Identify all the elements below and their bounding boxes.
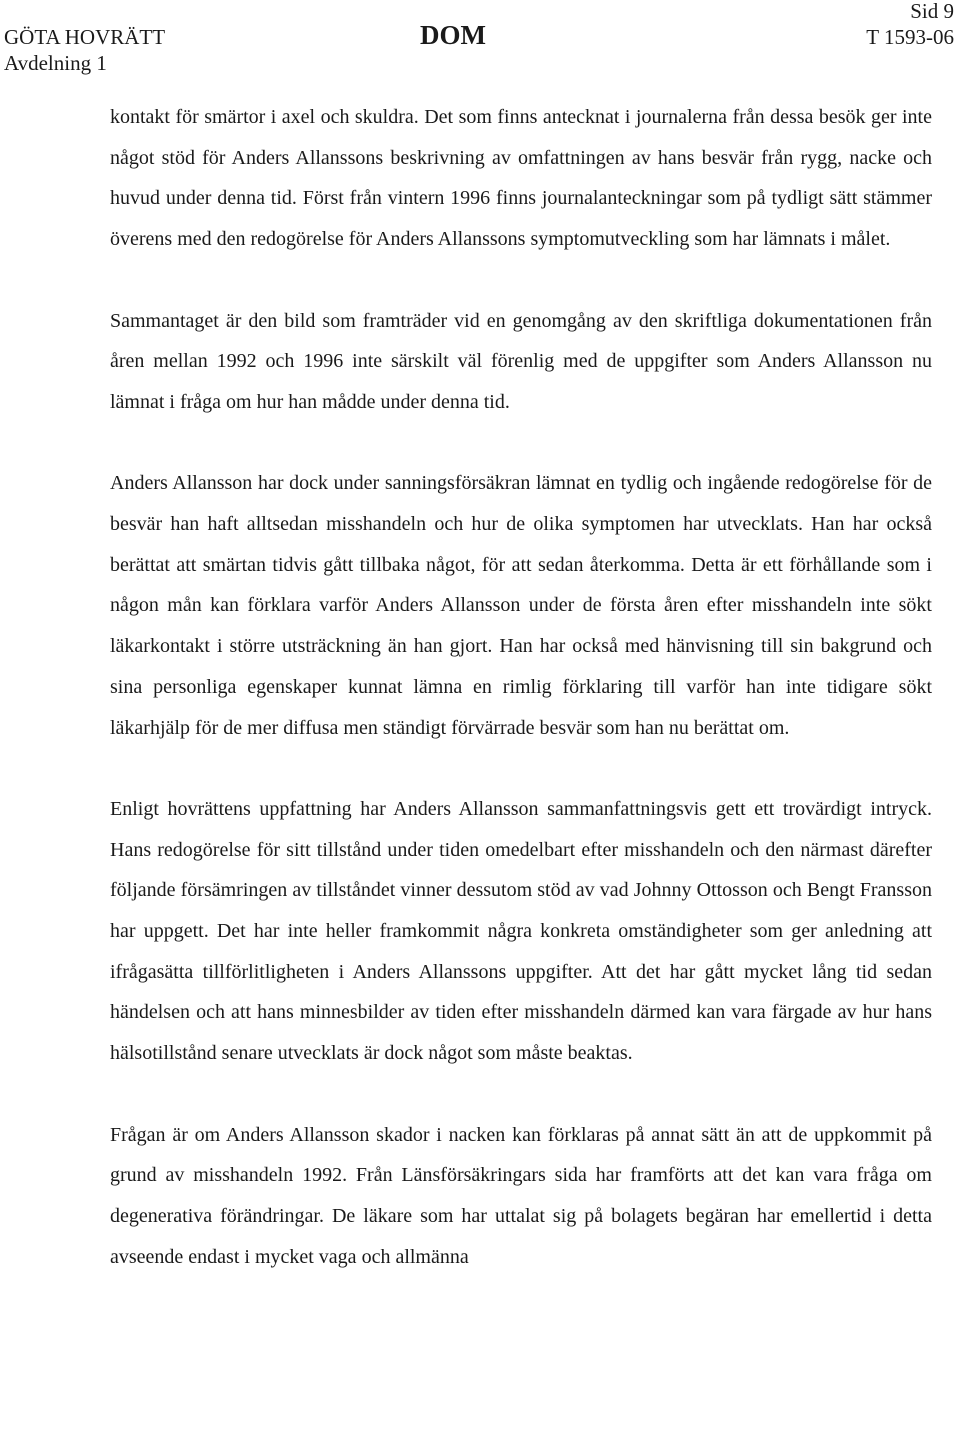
- body-paragraph: Anders Allansson har dock under sanningsförsäkran lämnat en tydlig och ingående redogörelse för de besvär han haft alltsedan misshandeln och hur de olika symptomen har utvecklats. Han har också berättat att smärtan tidvis gått tillbaka något, för att sedan återkomma. Detta är ett förhållande som i någon mån kan förklara varför Anders Allansson under de första åren efter misshandeln inte sökt läkarkontakt i större utsträckning än han gjort. Han har också med hänvisning till sin bakgrund och sina personliga egenskaper kunnat lämna en rimlig förklaring till varför han inte tidigare sökt läkarhjälp för de mer diffusa men ständigt förvärrade besvär som han nu berättat om.: [110, 472, 932, 739]
- page-number: Sid 9: [910, 0, 954, 23]
- document-header: [0, 0, 960, 80]
- body-paragraph: kontakt för smärtor i axel och skuldra. Det som finns antecknat i journalerna från dessa besök ger inte något stöd för Anders Allanssons beskrivning av omfattningen av hans besvär från rygg, nacke och huvud under denna tid. Först från vintern 1996 finns journalanteckningar som på tydligt sätt stämmer överens med den redogörelse för Anders Allanssons symptomutveckling som har lämnats i målet.: [110, 106, 932, 251]
- body-paragraph: Frågan är om Anders Allansson skador i nacken kan förklaras på annat sätt än att de uppkommit på grund av misshandeln 1992. Från Länsförsäkringars sida har framförts att det kan vara fråga om degenerativa förändringar. De läkare som har uttalat sig på bolagets begäran har emellertid i detta avseende endast i mycket vaga och allmänna: [110, 1123, 932, 1268]
- body-paragraph: Sammantaget är den bild som framträder vid en genomgång av den skriftliga dokumentationen från åren mellan 1992 och 1996 inte särskilt väl förenlig med de uppgifter som Anders Allansson nu lämnat i fråga om hur han mådde under denna tid.: [110, 309, 932, 413]
- body-paragraph: Enligt hovrättens uppfattning har Anders Allansson sammanfattningsvis gett ett trovärdigt intryck. Hans redogörelse för sitt tillstånd under tiden omedelbart efter misshandeln och den närmast därefter följande försämringen av tillståndet vinner dessutom stöd av vad Johnny Ottosson och Bengt Fransson har uppgett. Det har inte heller framkommit några konkreta omständigheter som ger anledning att ifrågasätta tillförlitligheten i Anders Allanssons uppgifter. Att det har gått mycket lång tid sedan händelsen och att hans minnesbilder av tiden efter misshandeln därmed kan vara färgade av hur hans hälsotillstånd senare utvecklats är dock något som måste beaktas.: [110, 797, 932, 1065]
- case-number: T 1593-06: [866, 25, 954, 49]
- court-division: Avdelning 1: [4, 51, 107, 75]
- document-body: [110, 97, 932, 1277]
- court-name: GÖTA HOVRÄTT: [4, 25, 166, 49]
- document-type: DOM: [420, 20, 486, 50]
